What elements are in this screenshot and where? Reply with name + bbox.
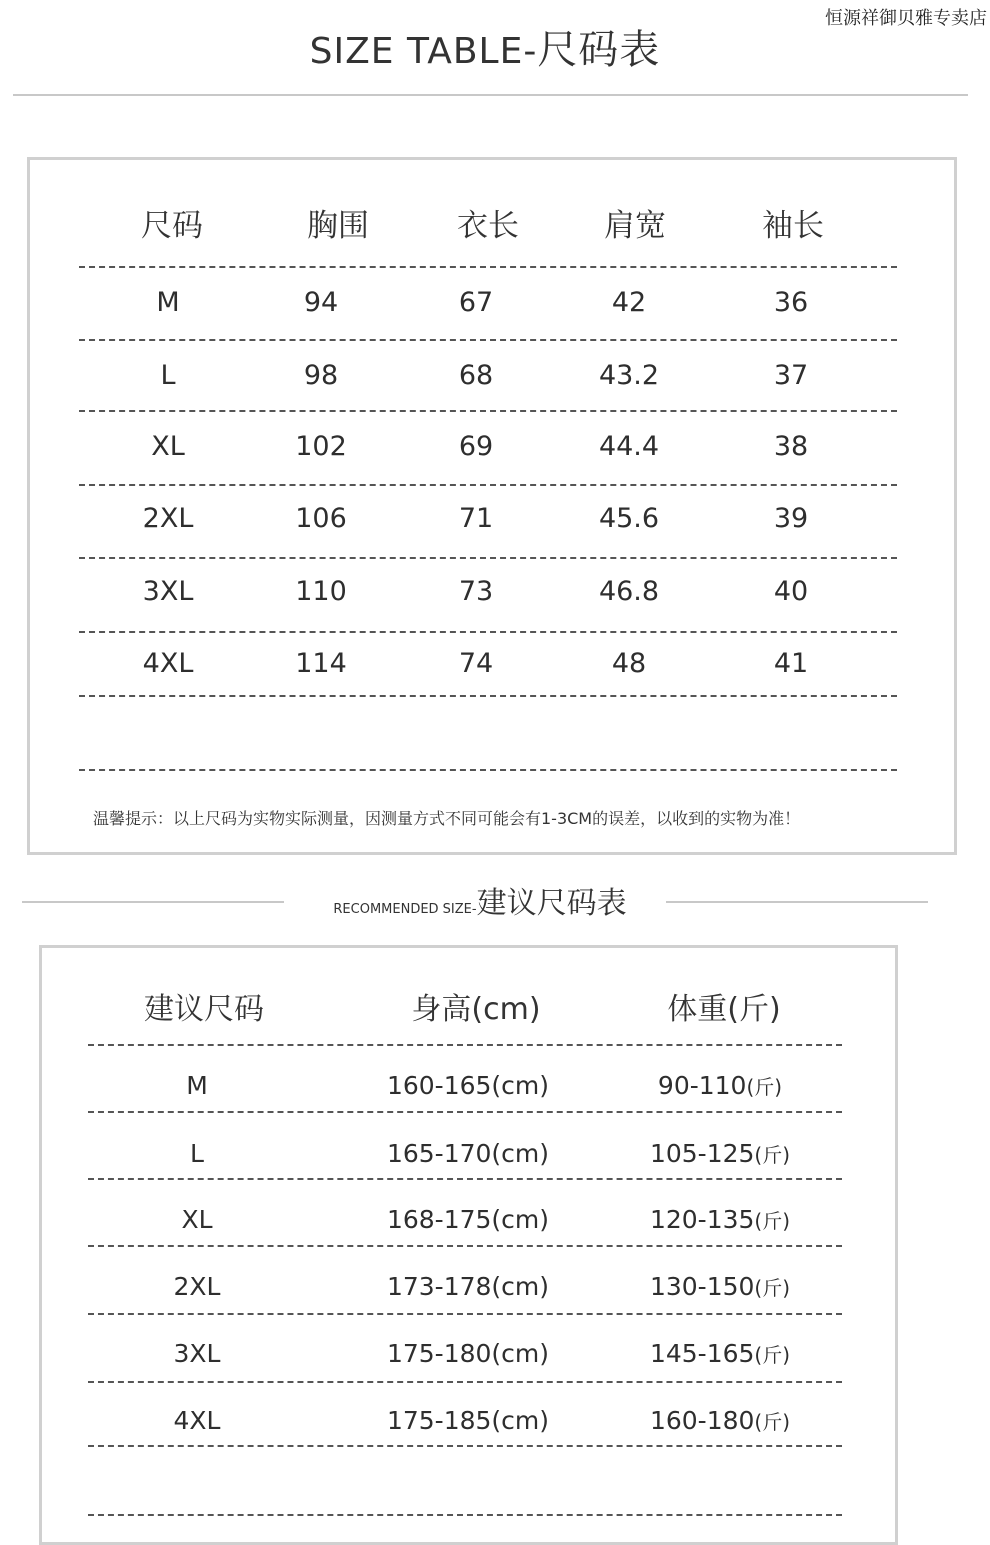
recommended-title-en: RECOMMENDED SIZE- — [333, 902, 477, 917]
cell-sleeve: 39 — [773, 503, 809, 534]
recommended-title — [0, 878, 960, 922]
row-divider — [79, 484, 897, 486]
rec-cell-height: 173-178(cm) — [386, 1272, 550, 1301]
page-title — [0, 18, 970, 75]
rec-weight-value: 130-150 — [649, 1272, 755, 1301]
rec-weight-unit: (斤) — [746, 1075, 783, 1099]
cell-length: 73 — [458, 576, 494, 607]
cell-sleeve: 40 — [773, 576, 809, 607]
rec-weight-value: 105-125 — [649, 1139, 755, 1168]
cell-shoulder: 42 — [611, 287, 647, 318]
rec-cell-height: 175-180(cm) — [386, 1339, 550, 1368]
rec-weight-value: 160-180 — [649, 1406, 755, 1435]
rec-cell-weight — [650, 1139, 790, 1168]
rec-cell-height: 168-175(cm) — [386, 1205, 550, 1234]
rec-weight-unit: (斤) — [754, 1143, 791, 1167]
cell-shoulder: 43.2 — [598, 360, 660, 391]
rec-row-divider — [88, 1178, 842, 1180]
cell-size: M — [156, 287, 180, 318]
header-sleeve: 袖长 — [762, 208, 824, 244]
header-size: 尺码 — [141, 208, 203, 244]
rec-cell-weight — [650, 1406, 790, 1435]
cell-sleeve: 41 — [773, 648, 809, 679]
rec-weight-unit: (斤) — [754, 1410, 791, 1434]
cell-shoulder: 46.8 — [598, 576, 660, 607]
row-divider — [79, 695, 897, 697]
cell-chest: 98 — [303, 360, 339, 391]
title-cn: 尺码表 — [537, 27, 661, 73]
cell-size: 4XL — [142, 648, 194, 679]
rec-header-height: 身高(cm) — [411, 992, 541, 1027]
cell-size: 2XL — [142, 503, 194, 534]
rec-weight-value: 120-135 — [649, 1205, 755, 1234]
cell-shoulder: 45.6 — [598, 503, 660, 534]
rec-row-divider — [88, 1044, 842, 1046]
cell-sleeve: 37 — [773, 360, 809, 391]
rec-weight-value: 90-110 — [657, 1071, 747, 1100]
row-divider — [79, 410, 897, 412]
cell-size: XL — [151, 431, 185, 462]
cell-chest: 114 — [295, 648, 347, 679]
rec-row-divider — [88, 1514, 842, 1516]
cell-shoulder: 44.4 — [598, 431, 660, 462]
rec-cell-size: L — [190, 1139, 204, 1168]
cell-size: L — [160, 360, 176, 391]
row-divider — [79, 769, 897, 771]
row-divider — [79, 631, 897, 633]
rec-cell-weight — [650, 1205, 790, 1234]
cell-length: 74 — [458, 648, 494, 679]
title-divider — [13, 94, 968, 96]
recommended-title-cn: 建议尺码表 — [476, 886, 627, 921]
rec-cell-height: 165-170(cm) — [386, 1139, 550, 1168]
rec-cell-size: 3XL — [173, 1339, 221, 1368]
rec-weight-unit: (斤) — [754, 1209, 791, 1233]
size-note: 温馨提示：以上尺码为实物实际测量，因测量方式不同可能会有1-3CM的误差，以收到的实物为准！ — [93, 809, 801, 828]
rec-row-divider — [88, 1313, 842, 1315]
row-divider — [79, 266, 897, 268]
rec-cell-weight — [650, 1272, 790, 1301]
cell-length: 71 — [458, 503, 494, 534]
rec-cell-size: 4XL — [173, 1406, 221, 1435]
cell-sleeve: 38 — [773, 431, 809, 462]
rec-weight-value: 145-165 — [649, 1339, 755, 1368]
store-watermark: 恒源祥御贝雅专卖店 — [825, 8, 987, 29]
cell-sleeve: 36 — [773, 287, 809, 318]
cell-shoulder: 48 — [611, 648, 647, 679]
rec-weight-unit: (斤) — [754, 1343, 791, 1367]
rec-cell-size: XL — [181, 1205, 213, 1234]
rec-header-weight: 体重(斤) — [667, 992, 781, 1027]
cell-chest: 102 — [295, 431, 347, 462]
cell-chest: 110 — [295, 576, 347, 607]
cell-chest: 94 — [303, 287, 339, 318]
header-length: 衣长 — [457, 208, 519, 244]
rec-row-divider — [88, 1111, 842, 1113]
rec-cell-height: 160-165(cm) — [386, 1071, 550, 1100]
row-divider — [79, 557, 897, 559]
rec-header-size: 建议尺码 — [144, 992, 264, 1027]
rec-row-divider — [88, 1245, 842, 1247]
rec-cell-weight — [658, 1071, 782, 1100]
title-en: SIZE TABLE- — [309, 31, 538, 72]
rec-row-divider — [88, 1381, 842, 1383]
cell-size: 3XL — [142, 576, 194, 607]
rec-cell-size: 2XL — [173, 1272, 221, 1301]
rec-weight-unit: (斤) — [754, 1276, 791, 1300]
rec-cell-weight — [650, 1339, 790, 1368]
rec-row-divider — [88, 1445, 842, 1447]
header-chest: 胸围 — [307, 208, 369, 244]
rec-cell-size: M — [186, 1071, 208, 1100]
cell-length: 67 — [458, 287, 494, 318]
cell-length: 69 — [458, 431, 494, 462]
row-divider — [79, 339, 897, 341]
cell-length: 68 — [458, 360, 494, 391]
cell-chest: 106 — [295, 503, 347, 534]
header-shoulder: 肩宽 — [604, 208, 666, 244]
rec-cell-height: 175-185(cm) — [386, 1406, 550, 1435]
